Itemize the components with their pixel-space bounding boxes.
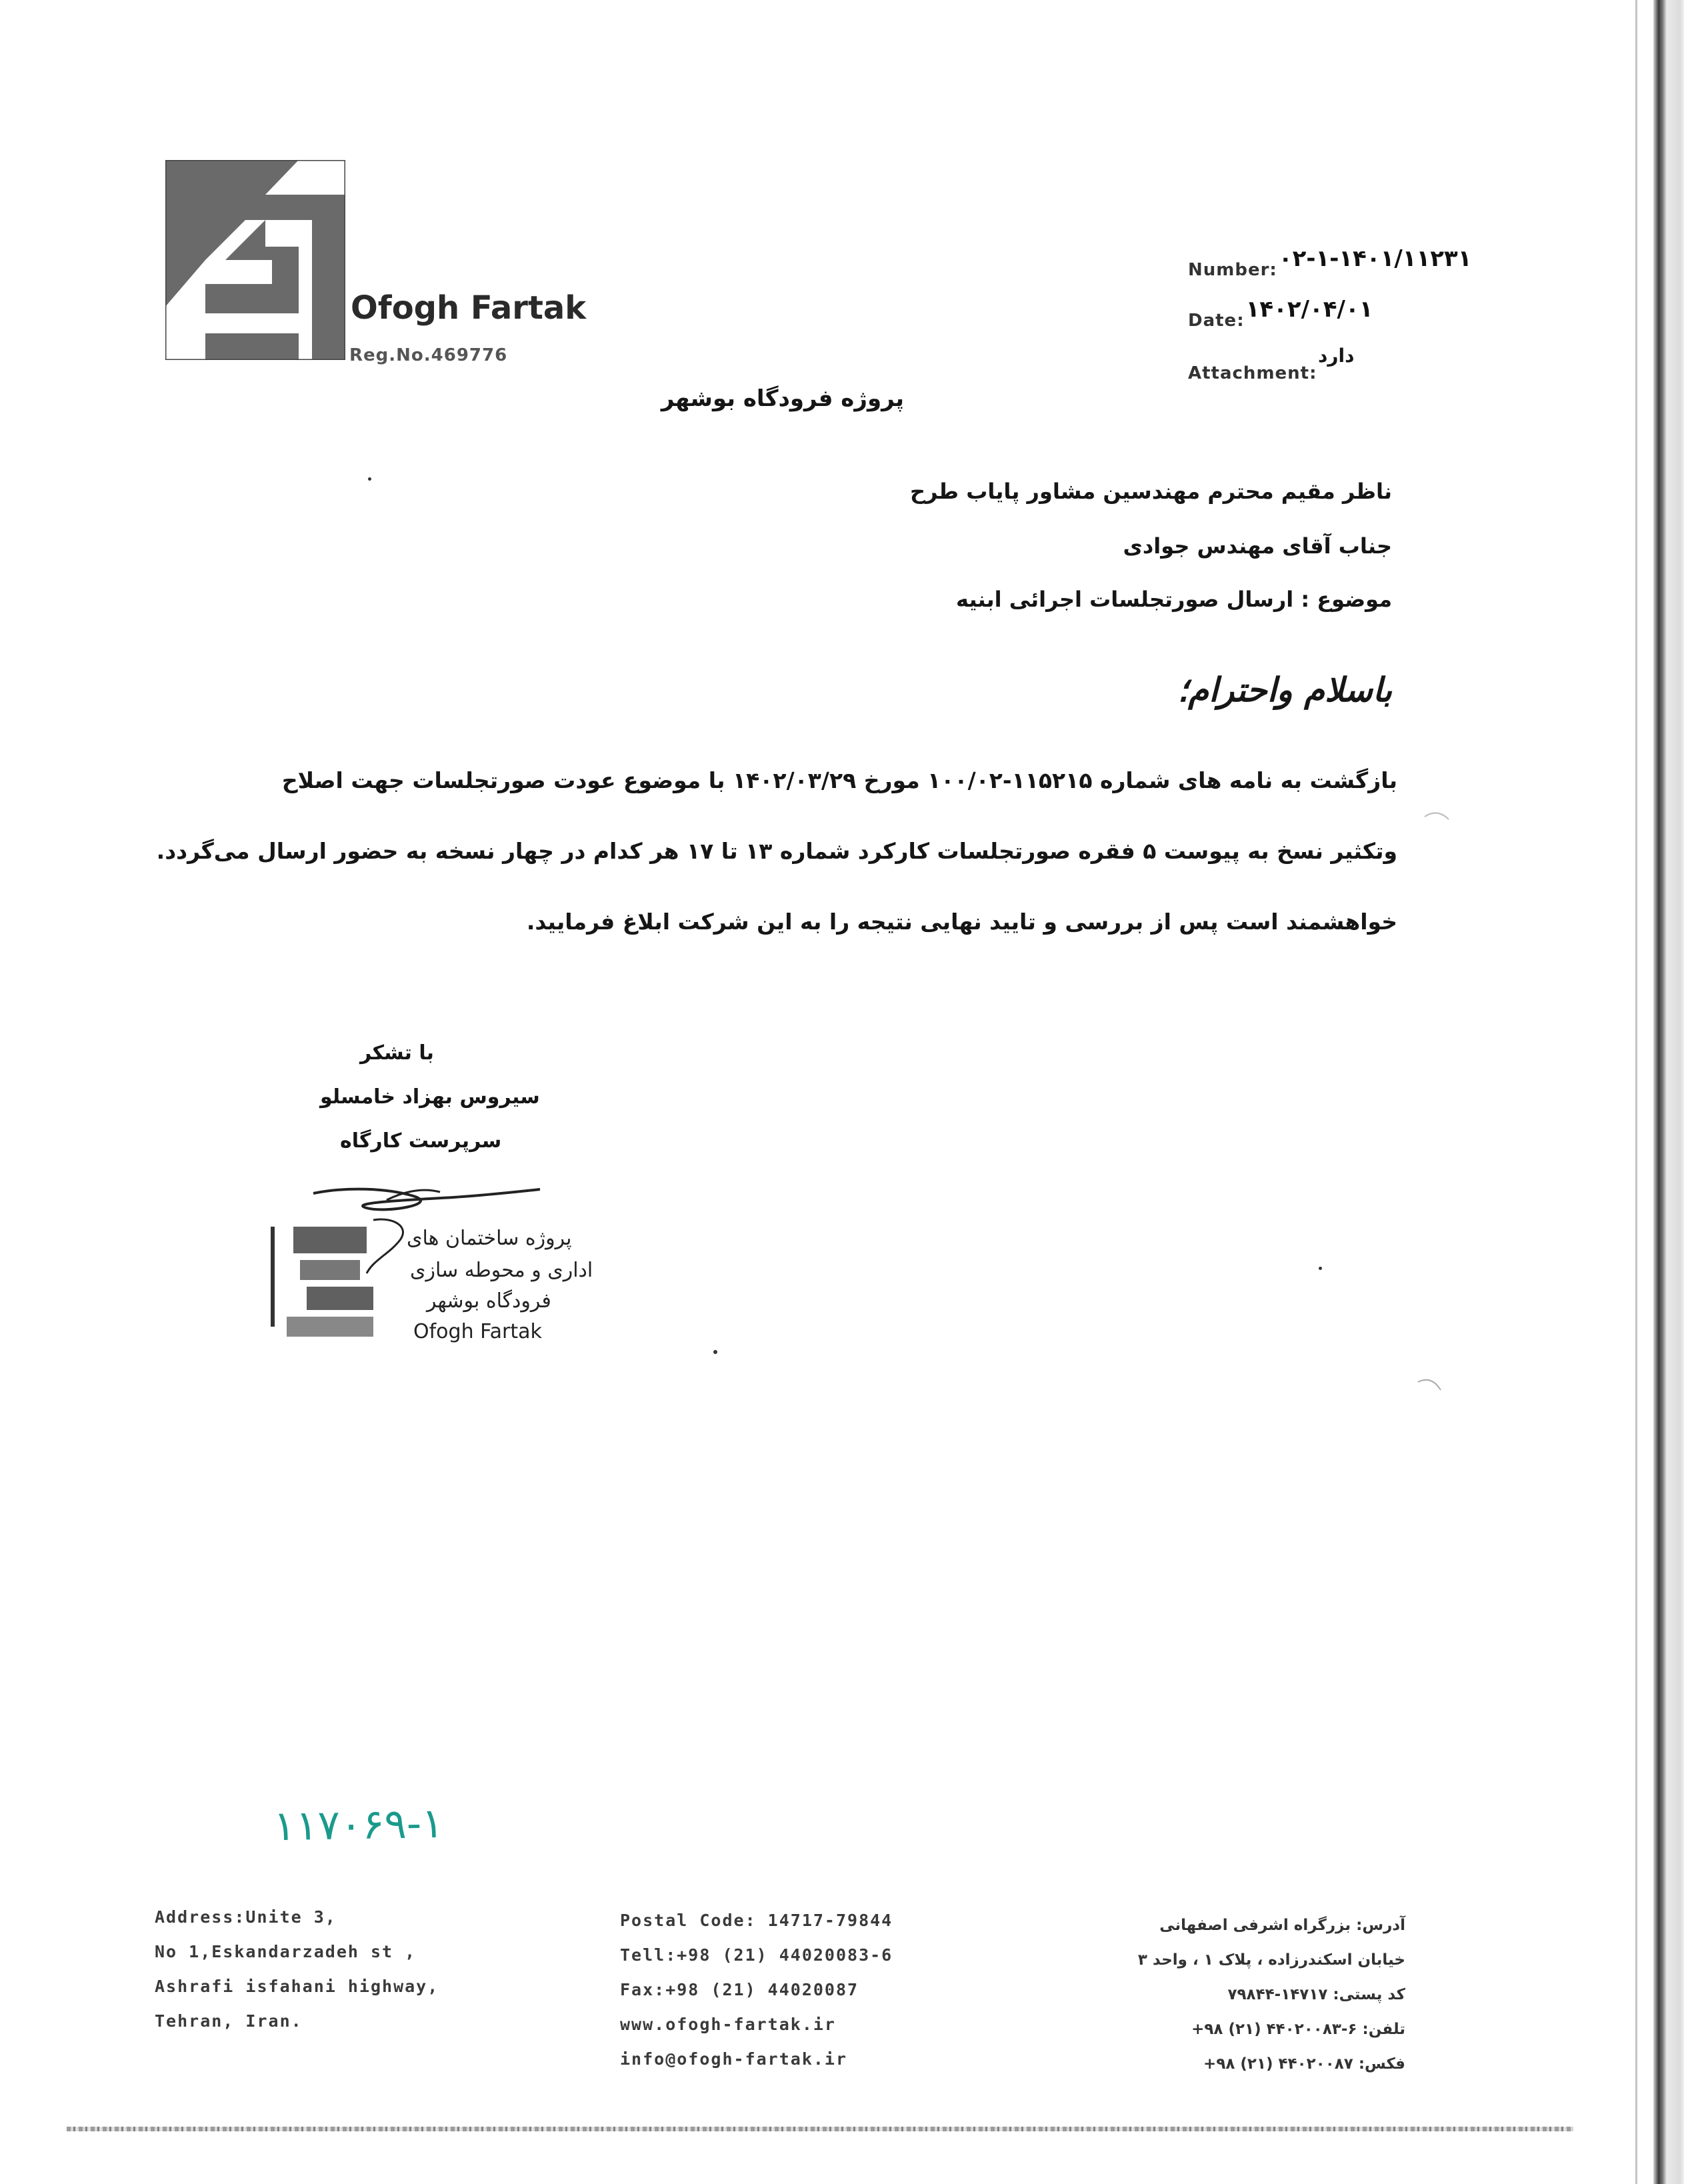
ofogh-fartak-logo (165, 160, 345, 360)
scan-edge-line (1635, 0, 1637, 2184)
recipient-line-1: ناظر مقیم محترم مهندسین مشاور پایاب طرح (909, 479, 1392, 504)
scan-mark (1423, 810, 1450, 823)
address-fa-line: خیابان اسکندرزاده ، پلاک ۱ ، واحد ۳ (1137, 1951, 1405, 1969)
stamp-line-2: اداری و محوطه سازی (410, 1259, 593, 1282)
body-line-2: وتکثیر نسخ به پیوست ۵ فقره صورتجلسات کارکرد شماره ۱۳ تا ۱۷ هر کدام در چهار نسخه به حضور ارسال می‌گردد. (156, 838, 1397, 864)
number-row (1188, 245, 1472, 281)
scan-speck (1319, 1267, 1322, 1270)
address-en-line: Ashrafi isfahani highway, (155, 1977, 439, 1996)
attachment-value: دارد (1318, 345, 1355, 367)
attachment-row (1188, 345, 1355, 383)
postal-code: Postal Code: 14717-79844 (620, 1911, 893, 1930)
address-en-line: Tehran, Iran. (155, 2011, 303, 2031)
salutation: باسلام واحترام؛ (1177, 670, 1392, 709)
number-value: ۰۲-۱-۱۴۰۱/۱۱۲۳۱ (1278, 245, 1472, 272)
fax: Fax:+98 (21) 44020087 (620, 1980, 859, 1999)
telephone: Tell:+98 (21) 44020083-6 (620, 1945, 893, 1965)
stamp-line-3: فرودگاه بوشهر (427, 1289, 551, 1313)
footer-address-fa (1138, 1908, 1405, 2081)
number-label: Number: (1188, 260, 1277, 280)
project-title: پروژه فرودگاه بوشهر (661, 385, 904, 412)
body-line-1: بازگشت به نامه های شماره ۱۱۵۲۱۵-۱۰۰/۰۲ مورخ ۱۴۰۲/۰۳/۲۹ با موضوع عودت صورتجلسات جهت اصلاح (281, 767, 1397, 793)
address-fa-line: تلفن: ۶-۴۴۰۲۰۰۸۳ (۲۱) ۹۸+ (1191, 2021, 1405, 2038)
subject-line: موضوع : ارسال صورتجلسات اجرائی ابنیه (956, 587, 1392, 612)
date-label: Date: (1188, 311, 1245, 331)
footer-contact (620, 1903, 893, 2077)
scan-speck (713, 1350, 717, 1354)
date-value: ۱۴۰۲/۰۴/۰۱ (1245, 296, 1373, 323)
address-fa-line: آدرس: بزرگراه اشرفی اصفهانی (1159, 1917, 1405, 1934)
scan-speck (368, 477, 371, 481)
address-en-line: Address:Unite 3, (155, 1907, 337, 1927)
recipient-line-2: جناب آقای مهندس جوادی (1123, 533, 1392, 559)
closing-regards: با تشکر (360, 1041, 434, 1065)
address-en-line: No 1,Eskandarzadeh st , (155, 1942, 417, 1961)
company-name: Ofogh Fartak (351, 289, 587, 327)
scan-mark (1417, 1377, 1443, 1393)
attachment-label: Attachment: (1188, 363, 1317, 383)
stamp-line-1: پروژه ساختمان های (407, 1227, 572, 1250)
body-line-3: خواهشمند است پس از بررسی و تایید نهایی نتیجه را به این شرکت ابلاغ فرمایید. (526, 909, 1397, 935)
handwritten-reference-number: ۱۱۷۰۶۹-۱ (273, 1798, 445, 1851)
letter-body (156, 745, 1397, 957)
scan-edge-bottom (67, 2127, 1573, 2131)
registration-number: Reg.No.469776 (349, 345, 508, 365)
website: www.ofogh-fartak.ir (620, 2015, 836, 2034)
scan-edge-right (1653, 0, 1684, 2184)
email: info@ofogh-fartak.ir (620, 2049, 848, 2069)
date-row (1188, 296, 1373, 332)
address-fa-line: کد پستی: ۱۴۷۱۷-۷۹۸۴۴ (1227, 1986, 1405, 2003)
footer-address-en (155, 1900, 439, 2039)
stamp-brand: Ofogh Fartak (413, 1320, 542, 1343)
address-fa-line: فکس: ۴۴۰۲۰۰۸۷ (۲۱) ۹۸+ (1203, 2055, 1405, 2073)
signer-title: سرپرست کارگاه (340, 1129, 502, 1153)
signer-name: سیروس بهزاد خامسلو (320, 1085, 540, 1109)
